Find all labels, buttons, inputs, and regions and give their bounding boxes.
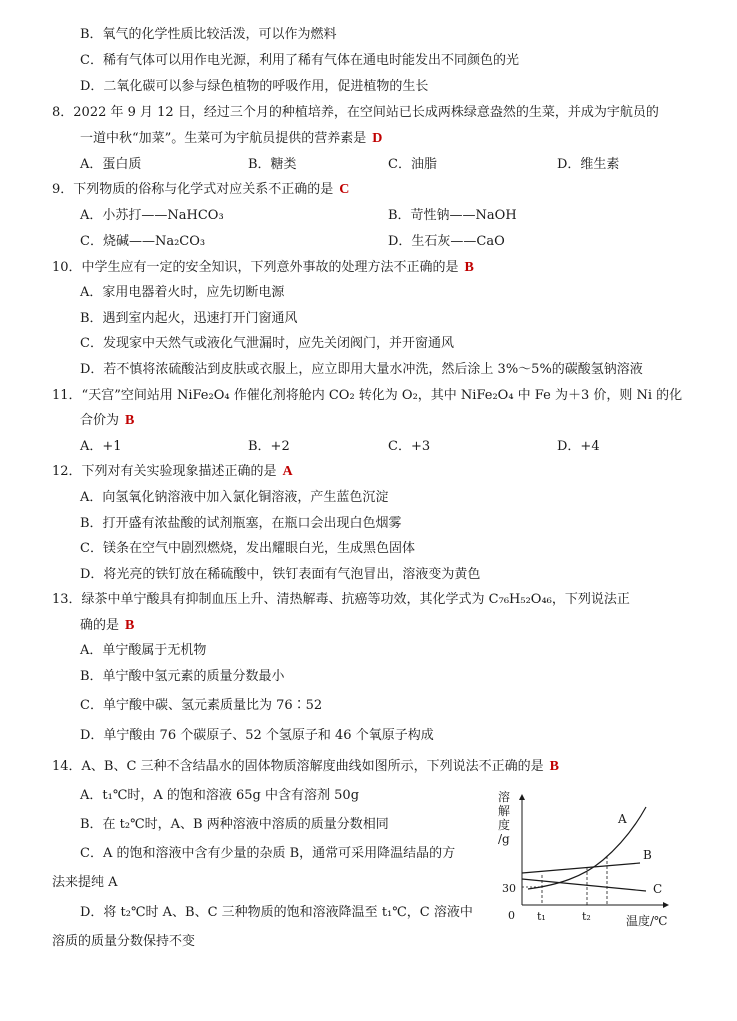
q9-answer: C (339, 182, 350, 197)
solubility-graph (488, 785, 688, 930)
q14-option-a: A．t₁℃时，A 的饱和溶液 65g 中含有溶剂 50g (80, 788, 360, 803)
q12-answer: A (282, 464, 293, 479)
q13-option-a: A．单宁酸属于无机物 (80, 643, 207, 658)
q14-stem (52, 758, 559, 776)
q9-stem-text: 9．下列物质的俗称与化学式对应关系不正确的是 (52, 182, 334, 197)
q12-option-a: A．向氢氧化钠溶液中加入氯化铜溶液，产生蓝色沉淀 (80, 490, 389, 505)
q10-option-b: B．遇到室内起火，迅速打开门窗通风 (80, 311, 298, 326)
y-label-2: 解 (498, 804, 511, 818)
q11-stem-line1: 11．“天宫”空间站用 NiFe₂O₄ 作催化剂将舱内 CO₂ 转化为 O₂，其中 NiFe₂O₄ 中 Fe 为＋3 价，则 Ni 的化 (52, 388, 683, 403)
q12-stem-text: 12．下列对有关实验现象描述正确的是 (52, 464, 277, 479)
q10-stem (52, 259, 474, 277)
q8-option-a: A．蛋白质 (80, 157, 142, 172)
q8-option-d: D．维生素 (557, 157, 620, 172)
curve-a-label: A (618, 812, 627, 826)
q7-option-d: D．二氧化碳可以参与绿色植物的呼吸作用，促进植物的生长 (80, 79, 429, 94)
y-tick-30: 30 (502, 882, 516, 895)
y-label-4: /g (498, 832, 510, 846)
q7-option-b: B．氧气的化学性质比较活泼，可以作为燃料 (80, 27, 337, 42)
q11-stem-line2 (80, 412, 134, 430)
q14-option-d-line1: D．将 t₂℃时 A、B、C 三种物质的饱和溶液降温至 t₁℃，C 溶液中 (80, 905, 473, 920)
y-label-3: 度 (498, 818, 511, 832)
q9-option-c: C．烧碱——Na₂CO₃ (80, 234, 206, 249)
q8-stem-text: 一道中秋“加菜”。生菜可为宇航员提供的营养素是 (80, 131, 367, 146)
q14-option-d-line2: 溶质的质量分数保持不变 (52, 934, 196, 949)
q8-option-b: B．糖类 (248, 157, 297, 172)
q9-stem (52, 181, 349, 199)
q13-option-d: D．单宁酸由 76 个碳原子、52 个氢原子和 46 个氧原子构成 (80, 728, 434, 743)
q10-answer: B (464, 260, 474, 275)
q12-option-d: D．将光亮的铁钉放在稀硫酸中，铁钉表面有气泡冒出，溶液变为黄色 (80, 567, 481, 582)
q9-option-d: D．生石灰——CaO (388, 234, 505, 249)
q13-stem-line1: 13．绿茶中单宁酸具有抑制血压上升、清热解毒、抗癌等功效，其化学式为 C₇₆H₅₂O₄₆，下列说法正 (52, 592, 630, 607)
x-tick-t2: t₂ (582, 910, 591, 923)
curve-c-label: C (653, 882, 663, 896)
curve-b-label: B (643, 848, 652, 862)
q13-stem-text: 确的是 (80, 618, 120, 633)
q8-answer: D (372, 131, 383, 146)
q10-option-d: D．若不慎将浓硫酸沾到皮肤或衣服上，应立即用大量水冲洗，然后涂上 3%～5%的碳酸氢钠溶液 (80, 362, 643, 377)
q12-stem (52, 463, 293, 481)
q8-stem-line1: 8．2022 年 9 月 12 日，经过三个月的种植培养，在空间站已长成两株绿意盎然的生菜，并成为宇航员的 (52, 105, 659, 120)
q12-option-c: C．镁条在空气中剧烈燃烧，发出耀眼白光，生成黑色固体 (80, 541, 415, 556)
q14-stem-text: 14．A、B、C 三种不含结晶水的固体物质溶解度曲线如图所示，下列说法不正确的是 (52, 759, 544, 774)
q14-option-c-line1: C．A 的饱和溶液中含有少量的杂质 B，通常可采用降温结晶的方 (80, 846, 456, 861)
q7-option-c: C．稀有气体可以用作电光源，利用了稀有气体在通电时能发出不同颜色的光 (80, 53, 519, 68)
curve-a (528, 807, 646, 889)
x-tick-t1: t₁ (537, 910, 546, 923)
curve-b (522, 863, 640, 873)
x-label: 温度/℃ (626, 914, 668, 928)
q13-stem-line2 (80, 617, 134, 635)
q8-option-c: C．油脂 (388, 157, 437, 172)
q13-option-c: C．单宁酸中碳、氢元素质量比为 76∶52 (80, 698, 323, 713)
q13-option-b: B．单宁酸中氢元素的质量分数最小 (80, 669, 285, 684)
q10-option-c: C．发现家中天然气或液化气泄漏时，应先关闭阀门，并开窗通风 (80, 336, 454, 351)
curve-c (522, 879, 646, 891)
q13-answer: B (125, 618, 135, 633)
origin-label: 0 (508, 909, 515, 922)
q10-stem-text: 10．中学生应有一定的安全知识，下列意外事故的处理方法不正确的是 (52, 260, 459, 275)
q9-option-b: B．苛性钠——NaOH (388, 208, 517, 223)
q9-option-a: A．小苏打——NaHCO₃ (80, 208, 224, 223)
q14-option-b: B．在 t₂℃时，A、B 两种溶液中溶质的质量分数相同 (80, 817, 389, 832)
q12-option-b: B．打开盛有浓盐酸的试剂瓶塞，在瓶口会出现白色烟雾 (80, 516, 402, 531)
q11-option-b: B．+2 (248, 439, 290, 454)
q11-answer: B (125, 413, 135, 428)
q11-stem-text: 合价为 (80, 413, 120, 428)
q11-option-c: C．+3 (388, 439, 431, 454)
q11-option-d: D．+4 (557, 439, 600, 454)
q14-answer: B (549, 759, 559, 774)
q8-stem-line2 (80, 130, 382, 148)
y-label-1: 溶 (498, 790, 511, 804)
q10-option-a: A．家用电器着火时，应先切断电源 (80, 285, 285, 300)
q11-option-a: A．+1 (80, 439, 122, 454)
q14-option-c-line2: 法来提纯 A (52, 875, 118, 890)
